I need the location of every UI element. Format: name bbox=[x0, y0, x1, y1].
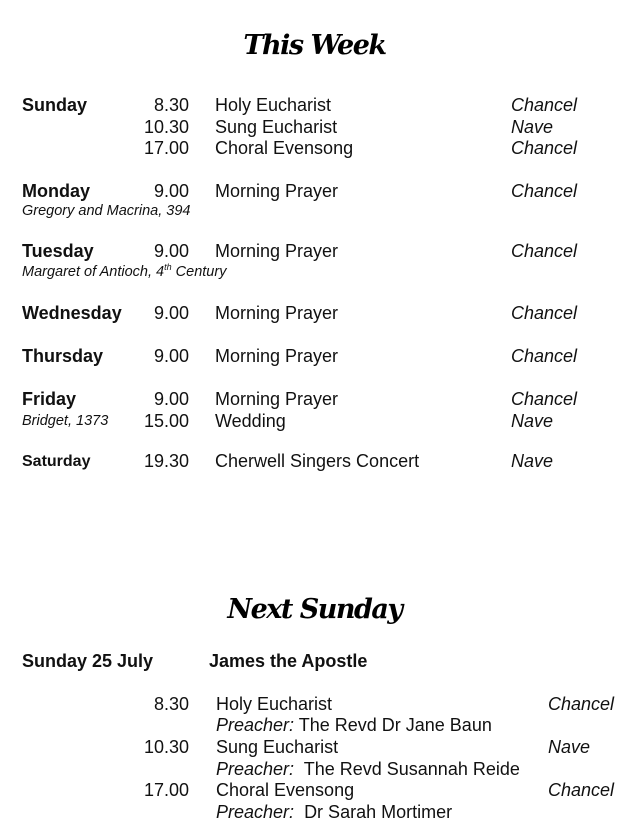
service: Sung Eucharist bbox=[215, 117, 338, 137]
preacher-name: The Revd Susannah Reide bbox=[303, 759, 520, 779]
service: Morning Prayer bbox=[215, 241, 339, 261]
saint-commemoration: Bridget, 1373 bbox=[22, 413, 109, 429]
location: Chancel bbox=[511, 138, 578, 158]
preacher-name: Dr Sarah Mortimer bbox=[304, 802, 453, 822]
time: 8.30 bbox=[153, 95, 189, 115]
time: 10.30 bbox=[143, 117, 189, 137]
service: Morning Prayer bbox=[215, 346, 339, 366]
time: 10.30 bbox=[143, 737, 189, 757]
day-tuesday: Tuesday bbox=[22, 241, 94, 261]
service: Wedding bbox=[215, 411, 286, 431]
service: Holy Eucharist bbox=[216, 694, 333, 714]
location: Chancel bbox=[511, 303, 578, 323]
day-friday: Friday bbox=[22, 389, 77, 409]
time: 9.00 bbox=[153, 303, 189, 323]
location: Chancel bbox=[511, 181, 578, 201]
day-saturday: Saturday bbox=[22, 453, 91, 470]
preacher-line bbox=[216, 802, 452, 823]
location: Nave bbox=[511, 117, 554, 137]
preacher-label: Preacher: bbox=[216, 802, 295, 822]
location: Nave bbox=[511, 451, 554, 471]
location: Chancel bbox=[548, 694, 615, 714]
preacher-line bbox=[216, 759, 520, 780]
location: Chancel bbox=[511, 241, 578, 261]
location: Nave bbox=[548, 737, 591, 757]
preacher-line bbox=[216, 715, 492, 736]
service: Choral Evensong bbox=[216, 780, 355, 800]
day-monday: Monday bbox=[22, 181, 91, 201]
time: 9.00 bbox=[153, 241, 189, 261]
saint-commemoration: Gregory and Macrina, 394 bbox=[22, 203, 191, 219]
next-sunday-heading: Next Sunday bbox=[227, 594, 402, 625]
day-wednesday: Wednesday bbox=[22, 303, 122, 323]
service: Morning Prayer bbox=[215, 303, 339, 323]
time: 17.00 bbox=[143, 780, 189, 800]
preacher-name: The Revd Dr Jane Baun bbox=[298, 715, 492, 735]
time: 8.30 bbox=[153, 694, 189, 714]
service: Morning Prayer bbox=[215, 389, 339, 409]
location: Chancel bbox=[511, 95, 578, 115]
service: Cherwell Singers Concert bbox=[215, 451, 420, 471]
location: Chancel bbox=[548, 780, 615, 800]
saint-commemoration: Margaret of Antioch, 4th Century bbox=[22, 262, 227, 280]
time: 17.00 bbox=[143, 138, 189, 158]
location: Nave bbox=[511, 411, 554, 431]
this-week-heading: This Week bbox=[243, 30, 386, 61]
next-sunday-date: Sunday 25 July bbox=[22, 651, 154, 671]
time: 9.00 bbox=[153, 181, 189, 201]
service: Morning Prayer bbox=[215, 181, 339, 201]
service: Choral Evensong bbox=[215, 138, 354, 158]
service: Sung Eucharist bbox=[216, 737, 339, 757]
time: 9.00 bbox=[153, 346, 189, 366]
location: Chancel bbox=[511, 346, 578, 366]
time: 19.30 bbox=[143, 451, 189, 471]
location: Chancel bbox=[511, 389, 578, 409]
feast-name: James the Apostle bbox=[209, 651, 368, 671]
service: Holy Eucharist bbox=[215, 95, 332, 115]
preacher-label: Preacher: bbox=[216, 715, 295, 735]
preacher-label: Preacher: bbox=[216, 759, 295, 779]
time: 9.00 bbox=[153, 389, 189, 409]
day-sunday: Sunday bbox=[22, 95, 88, 115]
day-thursday: Thursday bbox=[22, 346, 104, 366]
time: 15.00 bbox=[143, 411, 189, 431]
